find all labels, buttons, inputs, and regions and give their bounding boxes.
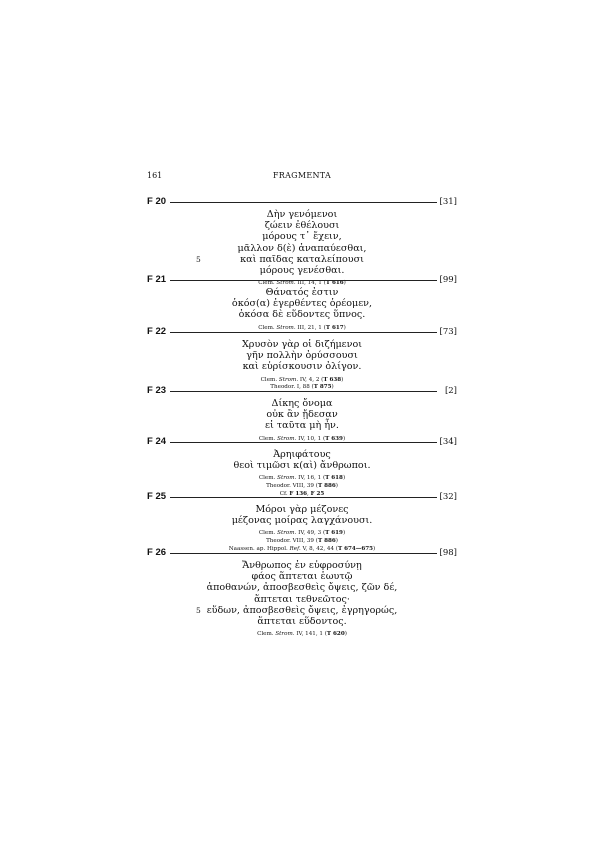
verse-line: Ἀρηιφάτους	[273, 449, 331, 460]
verse-line: καὶ παῖδας καταλείπουσι 5	[196, 253, 364, 265]
fragment-header	[147, 547, 457, 559]
page-header	[147, 171, 457, 183]
citation-text: Cf.	[279, 490, 290, 497]
fragment-header	[147, 196, 457, 208]
citation-text: Theodor. I, 88 (	[270, 384, 314, 391]
verse-line: ὁκόσ(α) ἐγερθέντες ὁρέομεν,	[231, 298, 373, 310]
fragment-header	[147, 326, 457, 338]
fragment-header	[147, 274, 457, 286]
fragment-ref: [73]	[439, 327, 457, 337]
citation-text: IV, 49, 3 (	[296, 530, 326, 537]
verse-line: θεοὶ τιμῶσι κ(αὶ) ἄνθρωποι.	[233, 460, 371, 472]
source-citation	[147, 483, 457, 491]
fragment-f26	[147, 547, 457, 639]
verse-line: ζώειν ἐθέλουσι	[264, 220, 340, 232]
citation-text: Strom.	[277, 475, 297, 482]
citation-text: )	[341, 376, 344, 383]
citation-text: V, 8, 42, 44 (	[300, 545, 338, 552]
verse-line: Χρυσὸν γὰρ οἱ διζήμενοι	[241, 339, 363, 350]
source-citation	[147, 538, 457, 546]
citation-text: Clem.	[258, 530, 278, 537]
fragment-ref: [31]	[439, 197, 457, 207]
citation-text: )	[335, 538, 338, 544]
citation-text: Strom.	[278, 376, 299, 383]
verse-line: εὕδων, ἀποσβεσθεὶς ὄψεις, ἐγρηγορώς, 5	[196, 604, 398, 616]
fragment-verse	[147, 339, 457, 373]
fragment-verse	[147, 287, 457, 321]
source-citation	[147, 631, 457, 639]
fragment-f21	[147, 274, 457, 332]
citation-text: III, 14, 1 (	[295, 280, 326, 287]
verse-line: γῆν πολλὴν ὀρύσσουσι	[246, 350, 358, 362]
citation-text: )	[335, 483, 338, 489]
citation-text: IV, 141, 1 (	[294, 631, 327, 638]
fragment-rule	[170, 497, 437, 498]
citation-text: Clem.	[258, 475, 278, 482]
citation-text: Strom.	[277, 435, 297, 442]
testimonium-ref: T 886	[317, 483, 336, 489]
citation-text: IV, 10, 1 (	[296, 435, 326, 442]
source-citation	[147, 475, 457, 483]
citation-text: Clem.	[258, 435, 278, 442]
testimonium-ref: T 875	[313, 384, 332, 391]
citation-text: IV, 4, 2 (	[298, 376, 324, 383]
fragment-ref: [2]	[444, 386, 457, 396]
fragment-rule	[170, 332, 437, 333]
fragment-f25	[147, 491, 457, 553]
citation-text: Theodor. VIII, 39 (	[266, 538, 318, 544]
testimonium-ref: T 639	[325, 435, 343, 442]
line-number: 5	[196, 254, 201, 264]
testimonium-ref: T 638	[323, 376, 342, 383]
fragment-ref: [98]	[439, 548, 457, 558]
citation-text: III, 21, 1 (	[295, 324, 326, 331]
citation-text: )	[342, 435, 346, 442]
fragment-ref: [34]	[439, 437, 457, 447]
fragment-verse	[147, 209, 457, 276]
citation-text: Clem.	[258, 324, 277, 331]
testimonium-ref: T 620	[326, 631, 345, 638]
testimonia-block	[147, 631, 457, 639]
testimonium-ref: T 617	[325, 324, 344, 331]
fragment-label: F 25	[147, 491, 167, 502]
citation-text: Strom.	[276, 324, 296, 331]
citation-text: IV, 16, 1 (	[296, 475, 326, 482]
fragment-f24	[147, 436, 457, 498]
citation-text: Strom.	[276, 280, 296, 287]
fragment-verse	[147, 449, 457, 471]
page-number: 161	[147, 171, 163, 180]
citation-text: )	[342, 475, 346, 482]
citation-text: )	[331, 384, 334, 391]
verse-line: μᾶλλον δ(ὲ) ἀναπαύεσθαι,	[237, 242, 367, 254]
testimonium-ref: F 25	[310, 490, 325, 497]
fragment-ref: [32]	[439, 492, 457, 502]
citation-text: )	[373, 545, 376, 552]
verse-line: Δίκης ὄνομα	[271, 398, 333, 409]
line-number: 5	[196, 605, 201, 615]
verse-line: Ἄνθρωπος ἐν εὐφροσύνῃ	[242, 560, 362, 571]
citation-text: )	[342, 530, 346, 537]
verse-line: μέζονας μοίρας λαγχάνουσι.	[231, 515, 373, 527]
source-citation	[147, 530, 457, 538]
verse-line: καὶ εὑρίσκουσιν ὀλίγον.	[242, 361, 362, 373]
fragment-label: F 21	[147, 274, 167, 285]
fragment-verse	[147, 560, 457, 627]
fragment-label: F 22	[147, 326, 167, 337]
fragment-f23	[147, 385, 457, 443]
verse-line: φάος ἅπτεται ἑωυτῷ	[251, 571, 353, 583]
testimonium-ref: T 618	[325, 475, 343, 482]
fragment-label: F 23	[147, 385, 167, 396]
verse-line: Θάνατός ἐστιν	[265, 287, 339, 298]
fragment-rule	[170, 280, 437, 281]
verse-line: ἅπτεται εὕδοντος.	[257, 616, 347, 628]
verse-line: Δὴν γενόμενοι	[266, 209, 338, 220]
fragment-verse	[147, 398, 457, 432]
testimonium-ref: F 136	[289, 490, 308, 497]
verse-line: εἰ ταῦτα μὴ ἦν.	[265, 420, 339, 432]
verse-line: ἀποθανών, ἀποσβεσθεὶς ὄψεις, ζῶν δέ,	[206, 582, 398, 594]
citation-text: Clem.	[260, 376, 279, 383]
citation-text: )	[343, 280, 346, 287]
citation-text: )	[343, 324, 346, 331]
fragment-header	[147, 385, 457, 397]
fragment-rule	[170, 553, 437, 554]
fragment-label: F 24	[147, 436, 167, 447]
citation-text: Naassen. ap. Hippol.	[228, 545, 290, 552]
verse-line: ἅπτεται τεθνεῶτος·	[254, 593, 350, 605]
fragment-rule	[170, 442, 437, 443]
testimonium-ref: T 674—675	[337, 545, 374, 552]
citation-text: ,	[307, 490, 311, 497]
verse-line: μόρους τ᾽ ἔχειν,	[262, 231, 342, 243]
fragment-f22	[147, 326, 457, 392]
citation-text: )	[344, 631, 347, 638]
citation-text: Clem.	[257, 631, 276, 638]
fragment-rule	[170, 202, 437, 203]
fragment-header	[147, 436, 457, 448]
verse-line: ὁκόσα δὲ εὕδοντες ὕπνος.	[238, 309, 366, 321]
citation-text: Strom.	[277, 530, 297, 537]
verse-line: Μόροι γὰρ μέζονες	[255, 504, 349, 515]
citation-text: Ref.	[289, 545, 301, 552]
fragment-header	[147, 491, 457, 503]
testimonium-ref: T 619	[325, 530, 343, 537]
verse-line: μόρους γενέσθαι.	[259, 265, 345, 277]
fragment-label: F 26	[147, 547, 167, 558]
running-head: FRAGMENTA	[272, 171, 332, 180]
citation-text: Strom.	[275, 631, 295, 638]
citation-text: Clem.	[258, 280, 277, 287]
fragment-rule	[170, 391, 437, 392]
citation-text: Theodor. VIII, 39 (	[266, 483, 318, 489]
fragment-label: F 20	[147, 196, 167, 207]
testimonium-ref: T 616	[325, 280, 344, 287]
fragment-verse	[147, 504, 457, 526]
verse-line: οὐκ ἂν ᾔδεσαν	[266, 409, 338, 421]
testimonium-ref: T 886	[317, 538, 336, 544]
fragment-ref: [99]	[439, 275, 457, 285]
